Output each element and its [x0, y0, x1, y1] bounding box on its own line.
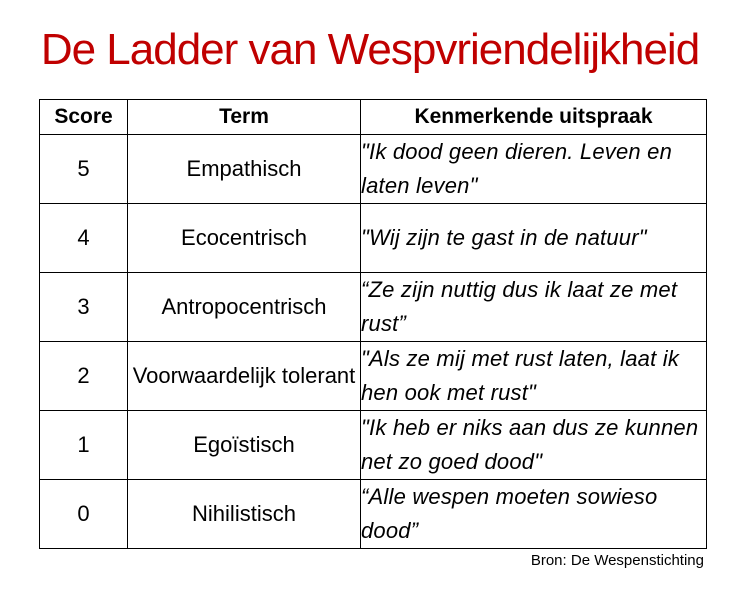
score-cell: 4	[40, 204, 128, 273]
quote-cell: "Als ze mij met rust laten, laat ik hen ook met rust"	[361, 342, 707, 411]
ladder-table	[39, 99, 707, 549]
header-score: Score	[40, 100, 128, 135]
term-cell: Egoïstisch	[128, 411, 361, 480]
table-row	[40, 411, 707, 480]
table-row	[40, 204, 707, 273]
table-row	[40, 480, 707, 549]
score-cell: 1	[40, 411, 128, 480]
table-row	[40, 273, 707, 342]
score-cell: 0	[40, 480, 128, 549]
page-title: De Ladder van Wespvriendelijkheid	[40, 25, 700, 74]
term-cell: Nihilistisch	[128, 480, 361, 549]
header-term: Term	[128, 100, 361, 135]
quote-cell: "Wij zijn te gast in de natuur"	[361, 204, 707, 273]
quote-cell: "Ik dood geen dieren. Leven en laten leven"	[361, 135, 707, 204]
score-cell: 2	[40, 342, 128, 411]
quote-cell: “Alle wespen moeten sowieso dood”	[361, 480, 707, 549]
table-row	[40, 135, 707, 204]
term-cell: Empathisch	[128, 135, 361, 204]
term-cell: Ecocentrisch	[128, 204, 361, 273]
score-cell: 3	[40, 273, 128, 342]
term-cell: Antropocentrisch	[128, 273, 361, 342]
score-cell: 5	[40, 135, 128, 204]
quote-cell: "Ik heb er niks aan dus ze kunnen net zo goed dood"	[361, 411, 707, 480]
source-credit: Bron: De Wespenstichting	[530, 552, 704, 569]
table-header-row	[40, 100, 707, 135]
quote-cell: “Ze zijn nuttig dus ik laat ze met rust”	[361, 273, 707, 342]
term-cell: Voorwaardelijk tolerant	[128, 342, 361, 411]
header-quote: Kenmerkende uitspraak	[361, 100, 707, 135]
table-row	[40, 342, 707, 411]
